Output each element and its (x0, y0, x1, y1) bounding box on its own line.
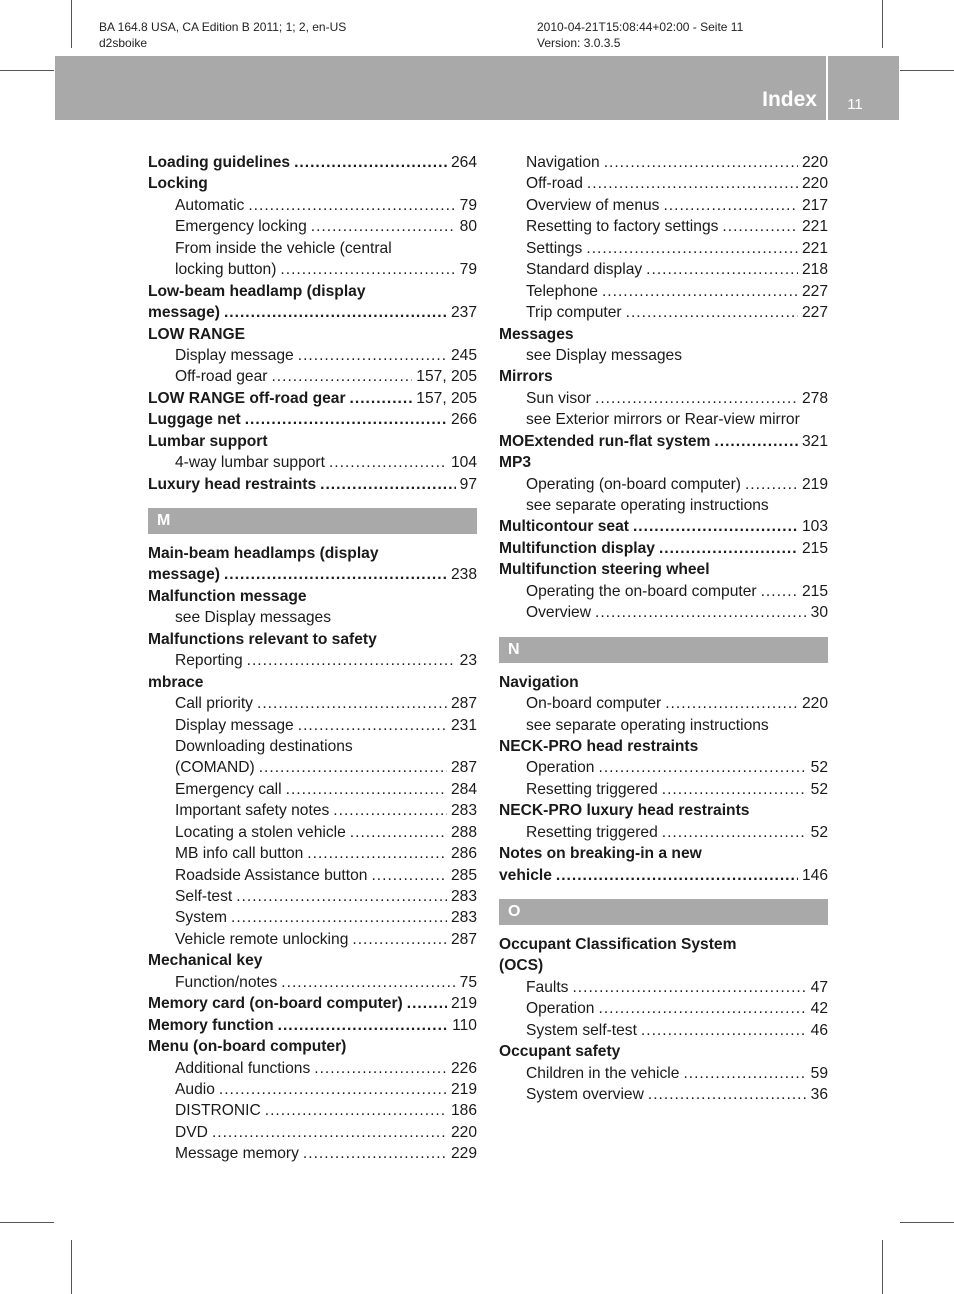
entry-label: Important safety notes (175, 802, 330, 820)
index-subentry (148, 907, 477, 928)
page-reference: 284 (450, 780, 477, 798)
crop-mark (882, 1240, 883, 1294)
index-entry (148, 152, 477, 173)
page-reference: 231 (450, 716, 477, 734)
index-heading: Messages (499, 325, 574, 343)
dot-leader (663, 195, 798, 216)
index-heading: mbrace (148, 673, 204, 691)
entry-label: Display message (175, 716, 294, 734)
entry-label: Audio (175, 1080, 215, 1098)
index-heading: Navigation (499, 673, 579, 691)
index-heading: Occupant safety (499, 1043, 621, 1061)
page-reference: 219 (450, 1080, 477, 1098)
index-subentry (148, 800, 477, 821)
dot-leader (320, 474, 456, 495)
entry-label: Multicontour seat (499, 518, 629, 536)
index-heading: Malfunctions relevant to safety (148, 630, 377, 648)
dot-leader (219, 1079, 447, 1100)
page-reference: 75 (459, 973, 477, 991)
index-subentry (499, 152, 828, 173)
dot-leader (307, 843, 447, 864)
index-subentry (499, 1020, 828, 1041)
index-entry (148, 564, 477, 585)
page-reference: 287 (450, 759, 477, 777)
index-subentry (148, 345, 477, 366)
page-number: 11 (847, 96, 863, 113)
index-entry (499, 516, 828, 537)
entry-label: Operating the on-board computer (526, 582, 757, 600)
dot-leader (595, 602, 807, 623)
index-subentry (499, 474, 828, 495)
page-reference: 283 (450, 909, 477, 927)
index-heading: (OCS) (499, 957, 544, 975)
dot-leader (352, 929, 447, 950)
dot-leader (314, 1058, 447, 1079)
index-subentry (499, 602, 828, 623)
index-subentry (148, 843, 477, 864)
dot-leader (311, 216, 456, 237)
section-letter-heading: M (148, 508, 477, 534)
page-reference: 287 (450, 930, 477, 948)
index-subentry (148, 1079, 477, 1100)
page-reference: 227 (801, 282, 828, 300)
dot-leader (662, 822, 807, 843)
page-reference: 146 (801, 866, 828, 884)
index-subentry (148, 715, 477, 736)
page-reference: 229 (450, 1145, 477, 1163)
dot-leader (633, 516, 798, 537)
index-subentry (148, 650, 477, 671)
section-letter-heading: O (499, 899, 828, 925)
index-subentry-text: see Exterior mirrors or Rear-view mirror (526, 411, 800, 429)
index-subentry (499, 693, 828, 714)
index-heading: Malfunction message (148, 587, 307, 605)
dot-leader (278, 1015, 449, 1036)
index-heading: Main-beam headlamps (display (148, 545, 379, 562)
entry-label: Off-road (526, 175, 583, 193)
dot-leader (247, 650, 456, 671)
entry-label: Self-test (175, 888, 233, 905)
page-reference: 221 (801, 218, 828, 236)
dot-leader (281, 972, 455, 993)
print-meta-right-line1: 2010-04-21T15:08:44+02:00 - Seite 11 (537, 20, 744, 34)
page-reference: 286 (450, 845, 477, 863)
dot-leader (604, 152, 798, 173)
dot-leader (646, 259, 798, 280)
page-reference: 52 (810, 780, 828, 798)
dot-leader (286, 779, 447, 800)
index-subentry (499, 173, 828, 194)
index-subentry (148, 693, 477, 714)
entry-label: vehicle (499, 866, 552, 884)
entry-label: Display message (175, 346, 294, 364)
index-subentry-text: see Display messages (175, 609, 332, 627)
page-reference: 238 (450, 566, 477, 584)
entry-label: locking button) (175, 261, 277, 279)
page-reference: 110 (452, 1016, 477, 1034)
dot-leader (659, 538, 798, 559)
dot-leader (683, 1063, 806, 1084)
dot-leader (231, 907, 447, 928)
page-reference: 278 (801, 389, 828, 407)
index-entry (148, 993, 477, 1014)
entry-label: Telephone (526, 282, 598, 300)
dot-leader (662, 779, 807, 800)
dot-leader (294, 152, 447, 173)
entry-label: Memory card (on-board computer) (148, 995, 403, 1013)
page-reference: 218 (801, 261, 828, 279)
dot-leader (626, 302, 798, 323)
entry-label: Function/notes (175, 973, 278, 991)
entry-label: Standard display (526, 261, 643, 279)
entry-label: Roadside Assistance button (175, 866, 368, 884)
page-reference: 219 (801, 475, 828, 493)
index-subentry-text: see separate operating instructions (526, 716, 769, 734)
crop-mark (900, 1222, 954, 1223)
page-reference: 227 (801, 304, 828, 322)
page-reference: 186 (450, 1102, 477, 1120)
index-subentry (148, 1100, 477, 1121)
dot-leader (224, 302, 447, 323)
entry-label: Call priority (175, 695, 253, 713)
section-letter-heading: N (499, 637, 828, 663)
index-heading: NECK-PRO luxury head restraints (499, 802, 750, 820)
page-reference: 283 (450, 802, 477, 820)
dot-leader (722, 216, 798, 237)
entry-label: Multifunction display (499, 539, 655, 557)
dot-leader (602, 281, 798, 302)
index-entry (499, 538, 828, 559)
page-reference: 287 (450, 695, 477, 713)
dot-leader (245, 409, 447, 430)
index-entry (148, 388, 477, 409)
index-heading: MP3 (499, 454, 532, 472)
page-reference: 245 (450, 346, 477, 364)
entry-label: MOExtended run-flat system (499, 432, 711, 450)
index-subentry (148, 1122, 477, 1143)
dot-leader (257, 693, 447, 714)
entry-label: Operating (on-board computer) (526, 475, 741, 493)
dot-leader (572, 977, 806, 998)
index-subentry (499, 779, 828, 800)
dot-leader (224, 564, 447, 585)
dot-leader (329, 452, 447, 473)
page-reference: 23 (459, 652, 477, 670)
dot-leader (298, 345, 447, 366)
entry-label: DISTRONIC (175, 1102, 261, 1120)
entry-label: Memory function (148, 1016, 274, 1034)
entry-label: Overview of menus (526, 196, 660, 214)
entry-label: System overview (526, 1086, 644, 1104)
index-heading: Notes on breaking-in a new (499, 845, 702, 863)
index-subentry-text: Downloading destinations (175, 737, 353, 755)
page-reference: 285 (450, 866, 477, 884)
page-reference: 283 (450, 888, 477, 905)
index-heading: NECK-PRO head restraints (499, 737, 699, 755)
entry-label: LOW RANGE off-road gear (148, 389, 346, 407)
page-reference: 220 (801, 175, 828, 193)
index-subentry (499, 581, 828, 602)
index-entry (499, 431, 828, 452)
page-reference: 237 (450, 304, 477, 322)
index-subentry (148, 972, 477, 993)
entry-label: MB info call button (175, 845, 304, 863)
print-meta-left (99, 19, 346, 51)
page-reference: 215 (801, 582, 828, 600)
dot-leader (648, 1084, 807, 1105)
page-reference: 157, 205 (416, 389, 477, 407)
dot-leader (595, 388, 798, 409)
page-reference: 288 (450, 823, 477, 841)
entry-label: System (175, 909, 227, 927)
entry-label: On-board computer (526, 695, 662, 713)
page-reference: 103 (801, 518, 828, 536)
entry-label: Reporting (175, 652, 243, 670)
page-reference: 79 (459, 196, 477, 214)
index-heading: Mechanical key (148, 952, 263, 970)
dot-leader (271, 366, 412, 387)
page-reference: 217 (801, 196, 828, 214)
dot-leader (761, 581, 798, 602)
page-reference: 47 (810, 978, 828, 996)
entry-label: (COMAND) (175, 759, 255, 777)
entry-label: Children in the vehicle (526, 1064, 680, 1082)
index-subentry (148, 757, 477, 778)
dot-leader (350, 822, 447, 843)
index-entry (148, 302, 477, 323)
page-reference: 36 (810, 1086, 828, 1104)
index-entry (148, 474, 477, 495)
index-subentry (148, 929, 477, 950)
page-reference: 104 (450, 454, 477, 472)
header-divider (826, 56, 828, 120)
index-subentry (148, 259, 477, 280)
dot-leader (259, 757, 447, 778)
index-subentry-text: From inside the vehicle (central (175, 239, 392, 257)
index-subentry (499, 302, 828, 323)
index-subentry (148, 216, 477, 237)
entry-label: Automatic (175, 196, 245, 214)
entry-label: Resetting to factory settings (526, 218, 719, 236)
entry-label: message) (148, 566, 220, 584)
index-subentry (148, 452, 477, 473)
index-subentry (499, 998, 828, 1019)
entry-label: Luxury head restraints (148, 475, 317, 493)
dot-leader (303, 1143, 447, 1164)
dot-leader (407, 993, 447, 1014)
entry-label: Faults (526, 978, 569, 996)
crop-mark (71, 0, 72, 48)
index-subentry (499, 281, 828, 302)
index-entry (148, 1015, 477, 1036)
page-reference: 226 (450, 1059, 477, 1077)
page-reference: 220 (801, 154, 828, 171)
entry-label: Operation (526, 1000, 595, 1018)
entry-label: Luggage net (148, 411, 241, 429)
index-subentry (499, 388, 828, 409)
dot-leader (248, 195, 455, 216)
index-heading: Lumbar support (148, 432, 268, 450)
index-column-right (499, 152, 828, 1106)
entry-label: Operation (526, 759, 595, 777)
dot-leader (280, 259, 455, 280)
dot-leader (587, 173, 798, 194)
entry-label: Settings (526, 239, 583, 257)
page-reference: 221 (801, 239, 828, 257)
page-reference: 97 (459, 475, 477, 493)
crop-mark (0, 1222, 54, 1223)
index-subentry (499, 216, 828, 237)
index-subentry (148, 822, 477, 843)
page-title: Index (762, 88, 817, 111)
page-reference: 157, 205 (416, 368, 477, 386)
entry-label: Overview (526, 604, 591, 622)
page-reference: 52 (810, 823, 828, 841)
index-entry (499, 865, 828, 886)
dot-leader (714, 431, 798, 452)
entry-label: Sun visor (526, 389, 592, 407)
page-reference: 46 (810, 1021, 828, 1039)
index-column-left (148, 152, 477, 1165)
index-subentry (148, 886, 477, 907)
entry-label: message) (148, 304, 220, 322)
page-reference: 220 (801, 695, 828, 713)
dot-leader (350, 388, 413, 409)
entry-label: Loading guidelines (148, 154, 291, 171)
dot-leader (586, 238, 798, 259)
index-subentry (499, 977, 828, 998)
page-reference: 59 (810, 1064, 828, 1082)
dot-leader (598, 757, 806, 778)
entry-label: Resetting triggered (526, 823, 658, 841)
entry-label: DVD (175, 1123, 208, 1141)
crop-mark (882, 0, 883, 48)
dot-leader (371, 865, 447, 886)
page-reference: 321 (801, 432, 828, 450)
dot-leader (641, 1020, 807, 1041)
index-heading: Multifunction steering wheel (499, 561, 710, 579)
entry-label: 4-way lumbar support (175, 454, 325, 472)
entry-label: Emergency call (175, 780, 282, 798)
dot-leader (265, 1100, 447, 1121)
index-subentry (499, 259, 828, 280)
dot-leader (598, 998, 806, 1019)
index-subentry (148, 195, 477, 216)
page-reference: 266 (450, 411, 477, 429)
index-subentry (148, 1058, 477, 1079)
index-subentry-text: see separate operating instructions (526, 497, 769, 514)
print-meta-right-line2: Version: 3.0.3.5 (537, 36, 621, 50)
page-reference: 42 (810, 1000, 828, 1018)
index-subentry (148, 1143, 477, 1164)
index-subentry (148, 865, 477, 886)
print-meta-left-line1: BA 164.8 USA, CA Edition B 2011; 1; 2, en-US (99, 20, 347, 34)
index-subentry-text: see Display messages (526, 346, 683, 364)
index-subentry (499, 195, 828, 216)
page-reference: 30 (810, 604, 828, 622)
entry-label: Trip computer (526, 304, 622, 322)
index-heading: Locking (148, 175, 208, 193)
page-reference: 80 (459, 218, 477, 236)
page-reference: 264 (450, 154, 477, 171)
entry-label: Additional functions (175, 1059, 311, 1077)
dot-leader (333, 800, 447, 821)
entry-label: Resetting triggered (526, 780, 658, 798)
index-entry (148, 409, 477, 430)
dot-leader (745, 474, 798, 495)
crop-mark (900, 70, 954, 71)
page-reference: 52 (810, 759, 828, 777)
index-heading: Occupant Classification System (499, 936, 737, 953)
entry-label: System self-test (526, 1021, 637, 1039)
index-subentry (499, 1063, 828, 1084)
index-heading: Low-beam headlamp (display (148, 282, 366, 300)
page-reference: 220 (450, 1123, 477, 1141)
dot-leader (236, 886, 447, 907)
index-heading: LOW RANGE (148, 325, 246, 343)
dot-leader (665, 693, 798, 714)
dot-leader (298, 715, 447, 736)
entry-label: Vehicle remote unlocking (175, 930, 349, 948)
entry-label: Locating a stolen vehicle (175, 823, 346, 841)
index-heading: Mirrors (499, 368, 553, 386)
dot-leader (212, 1122, 447, 1143)
entry-label: Navigation (526, 154, 600, 171)
index-subentry (148, 779, 477, 800)
crop-mark (71, 1240, 72, 1294)
index-subentry (148, 366, 477, 387)
entry-label: Off-road gear (175, 368, 268, 386)
crop-mark (0, 70, 54, 71)
page-reference: 79 (459, 261, 477, 279)
print-meta-left-line2: d2sboike (99, 36, 148, 50)
page-reference: 215 (801, 539, 828, 557)
entry-label: Emergency locking (175, 218, 307, 236)
index-subentry (499, 238, 828, 259)
dot-leader (556, 865, 798, 886)
index-subentry (499, 757, 828, 778)
entry-label: Message memory (175, 1145, 299, 1163)
index-subentry (499, 822, 828, 843)
print-meta-right (537, 19, 743, 51)
index-subentry (499, 1084, 828, 1105)
index-heading: Menu (on-board computer) (148, 1038, 347, 1056)
page-reference: 219 (450, 995, 477, 1013)
